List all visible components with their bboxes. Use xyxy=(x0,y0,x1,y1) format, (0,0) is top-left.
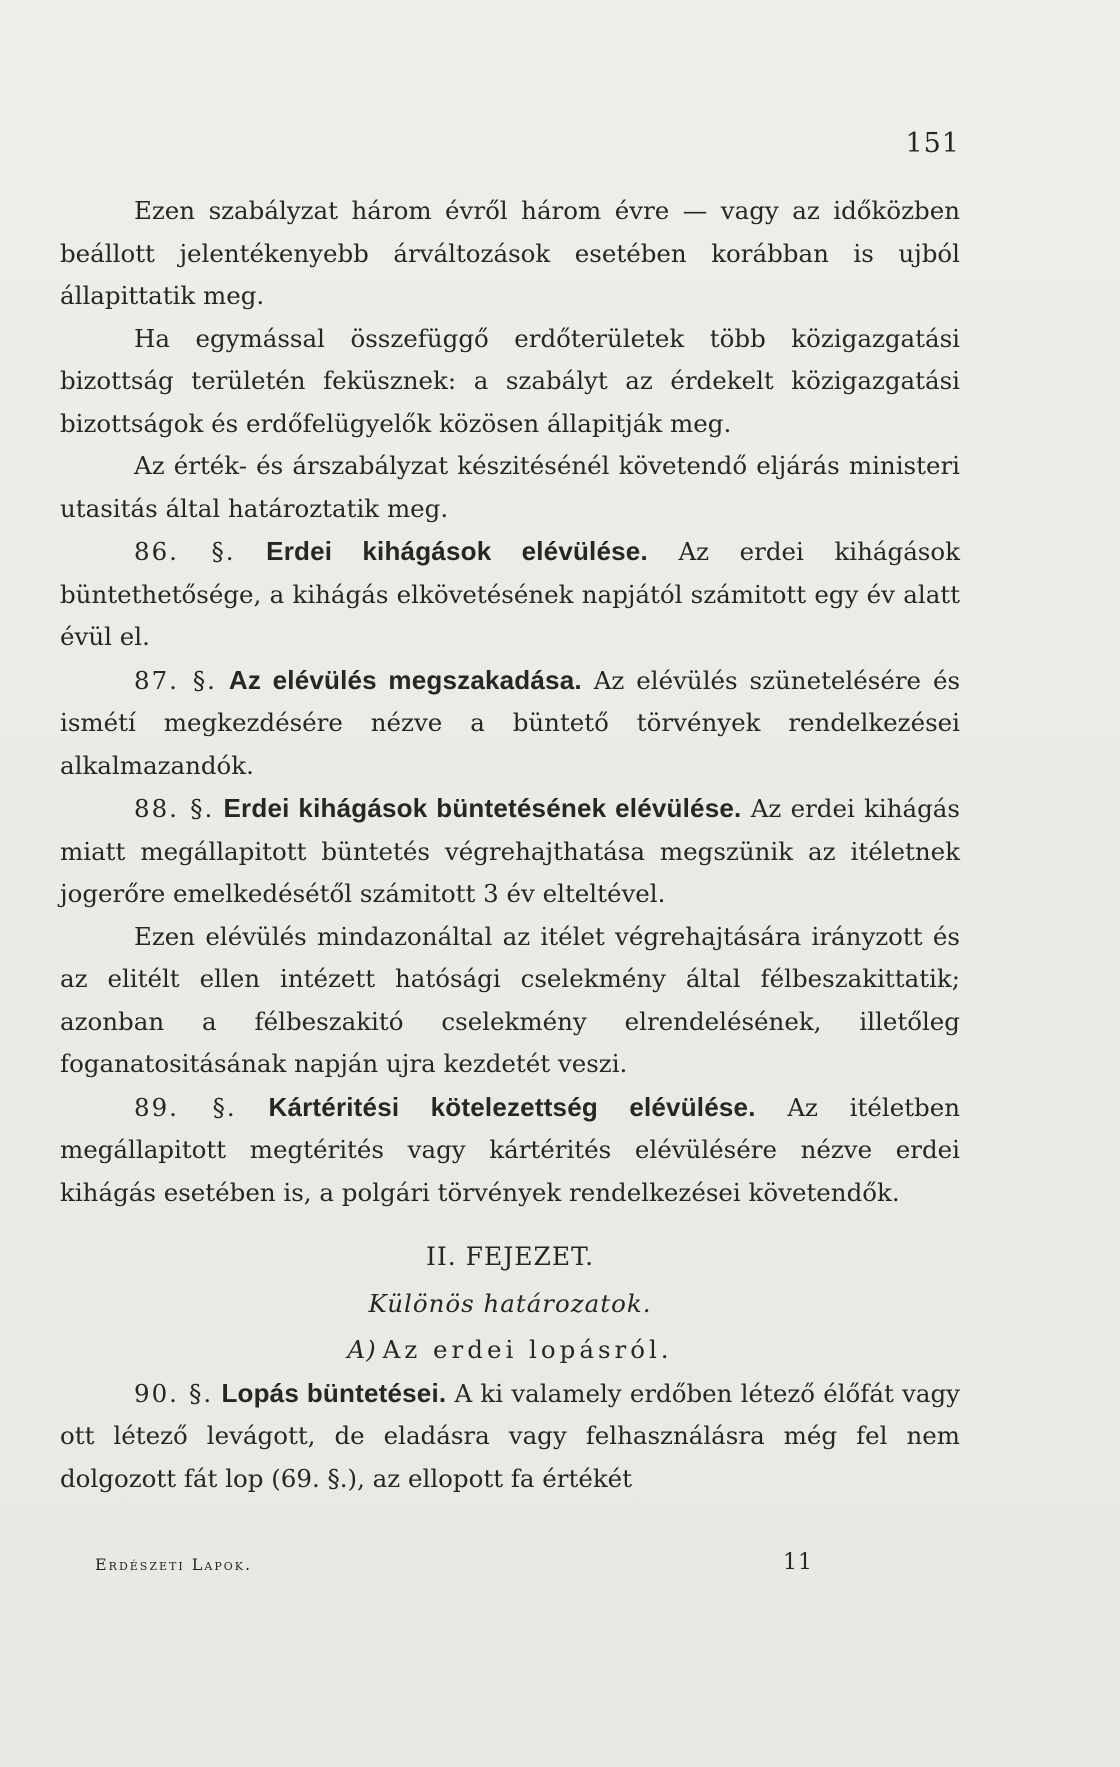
section-body: Az erdei kihágások büntethetősége, a kihágás elkövetésének napjától számitott egy év alatt évül el. xyxy=(60,537,960,651)
section-number: 87. §. xyxy=(134,665,217,695)
footer-publication: Erdészeti Lapok. xyxy=(95,1555,253,1574)
section-body: Az elévülés szünetelésére és ismétí megkezdésére nézve a büntető törvények rendelkezései alkalmazandók. xyxy=(60,665,961,780)
subchapter-letter: A) xyxy=(347,1335,377,1364)
chapter-subtitle: Különös határozatok. xyxy=(368,1288,652,1318)
chapter-heading: II. FEJEZET. xyxy=(425,1242,595,1271)
paragraph: Ezen szabályzat három évről három évre — vagy az időközben beállott jelentékenyebb árváltozások esetében korábban is ujból állapittatik meg. xyxy=(60,196,960,310)
section-body: Az itéletben megállapitott megtérités vagy kártérités elévülésére nézve erdei kihágás esetében is, a polgári törvények rendelkezései követendők. xyxy=(60,1092,961,1207)
subchapter-title: Az erdei lopásról. xyxy=(382,1335,673,1364)
section-title: Kártéritési kötelezettség elévülése. xyxy=(268,1091,756,1122)
section-90 xyxy=(60,1372,960,1501)
paragraph: Ezen elévülés mindazonáltal az itélet végrehajtására irányzott és az elitélt ellen intézett hatósági cselekmény által félbeszakittatik; azonban a félbeszakitó cselekmény elrendelésének, illetőleg foganatositásának napján ujra kezdetét veszi. xyxy=(60,921,960,1078)
section-89 xyxy=(60,1086,960,1215)
section-88 xyxy=(60,787,960,916)
page-number: 151 xyxy=(905,128,960,159)
section-title: Az elévülés megszakadása. xyxy=(228,664,582,695)
section-86 xyxy=(60,530,960,659)
body-text xyxy=(60,190,960,1500)
section-body: Az erdei kihágás miatt megállapitott büntetés végrehajthatása megszünik az itéletnek jogerőre emelkedésétől számitott 3 év elteltével. xyxy=(60,794,960,908)
footer-signature: 11 xyxy=(783,1550,813,1575)
section-number: 89. §. xyxy=(134,1092,237,1122)
section-title: Lopás büntetései. xyxy=(221,1377,447,1408)
section-body: A ki valamely erdőben létező élőfát vagy ott létező levágott, de eladásra vagy felhasználásra még fel nem dolgozott fát lop (69. §.), az ellopott fa értékét xyxy=(60,1378,960,1493)
section-number: 88. §. xyxy=(134,794,215,823)
section-87 xyxy=(60,659,960,788)
subchapter-heading xyxy=(60,1329,960,1372)
section-title: Erdei kihágások elévülése. xyxy=(266,536,648,566)
section-number: 86. §. xyxy=(134,537,236,566)
paragraph: Az érték- és árszabályzat készitésénél követendő eljárás ministeri utasitás által határoztatik meg. xyxy=(60,451,960,523)
section-title: Erdei kihágások büntetésének elévülése. xyxy=(223,793,742,823)
section-number: 90. §. xyxy=(134,1378,214,1408)
paragraph: Ha egymással összefüggő erdőterületek több közigazgatási bizottság területén feküsznek: a szabályt az érdekelt közigazgatási bizottságok és erdőfelügyelők közösen állapitják meg. xyxy=(60,323,960,438)
